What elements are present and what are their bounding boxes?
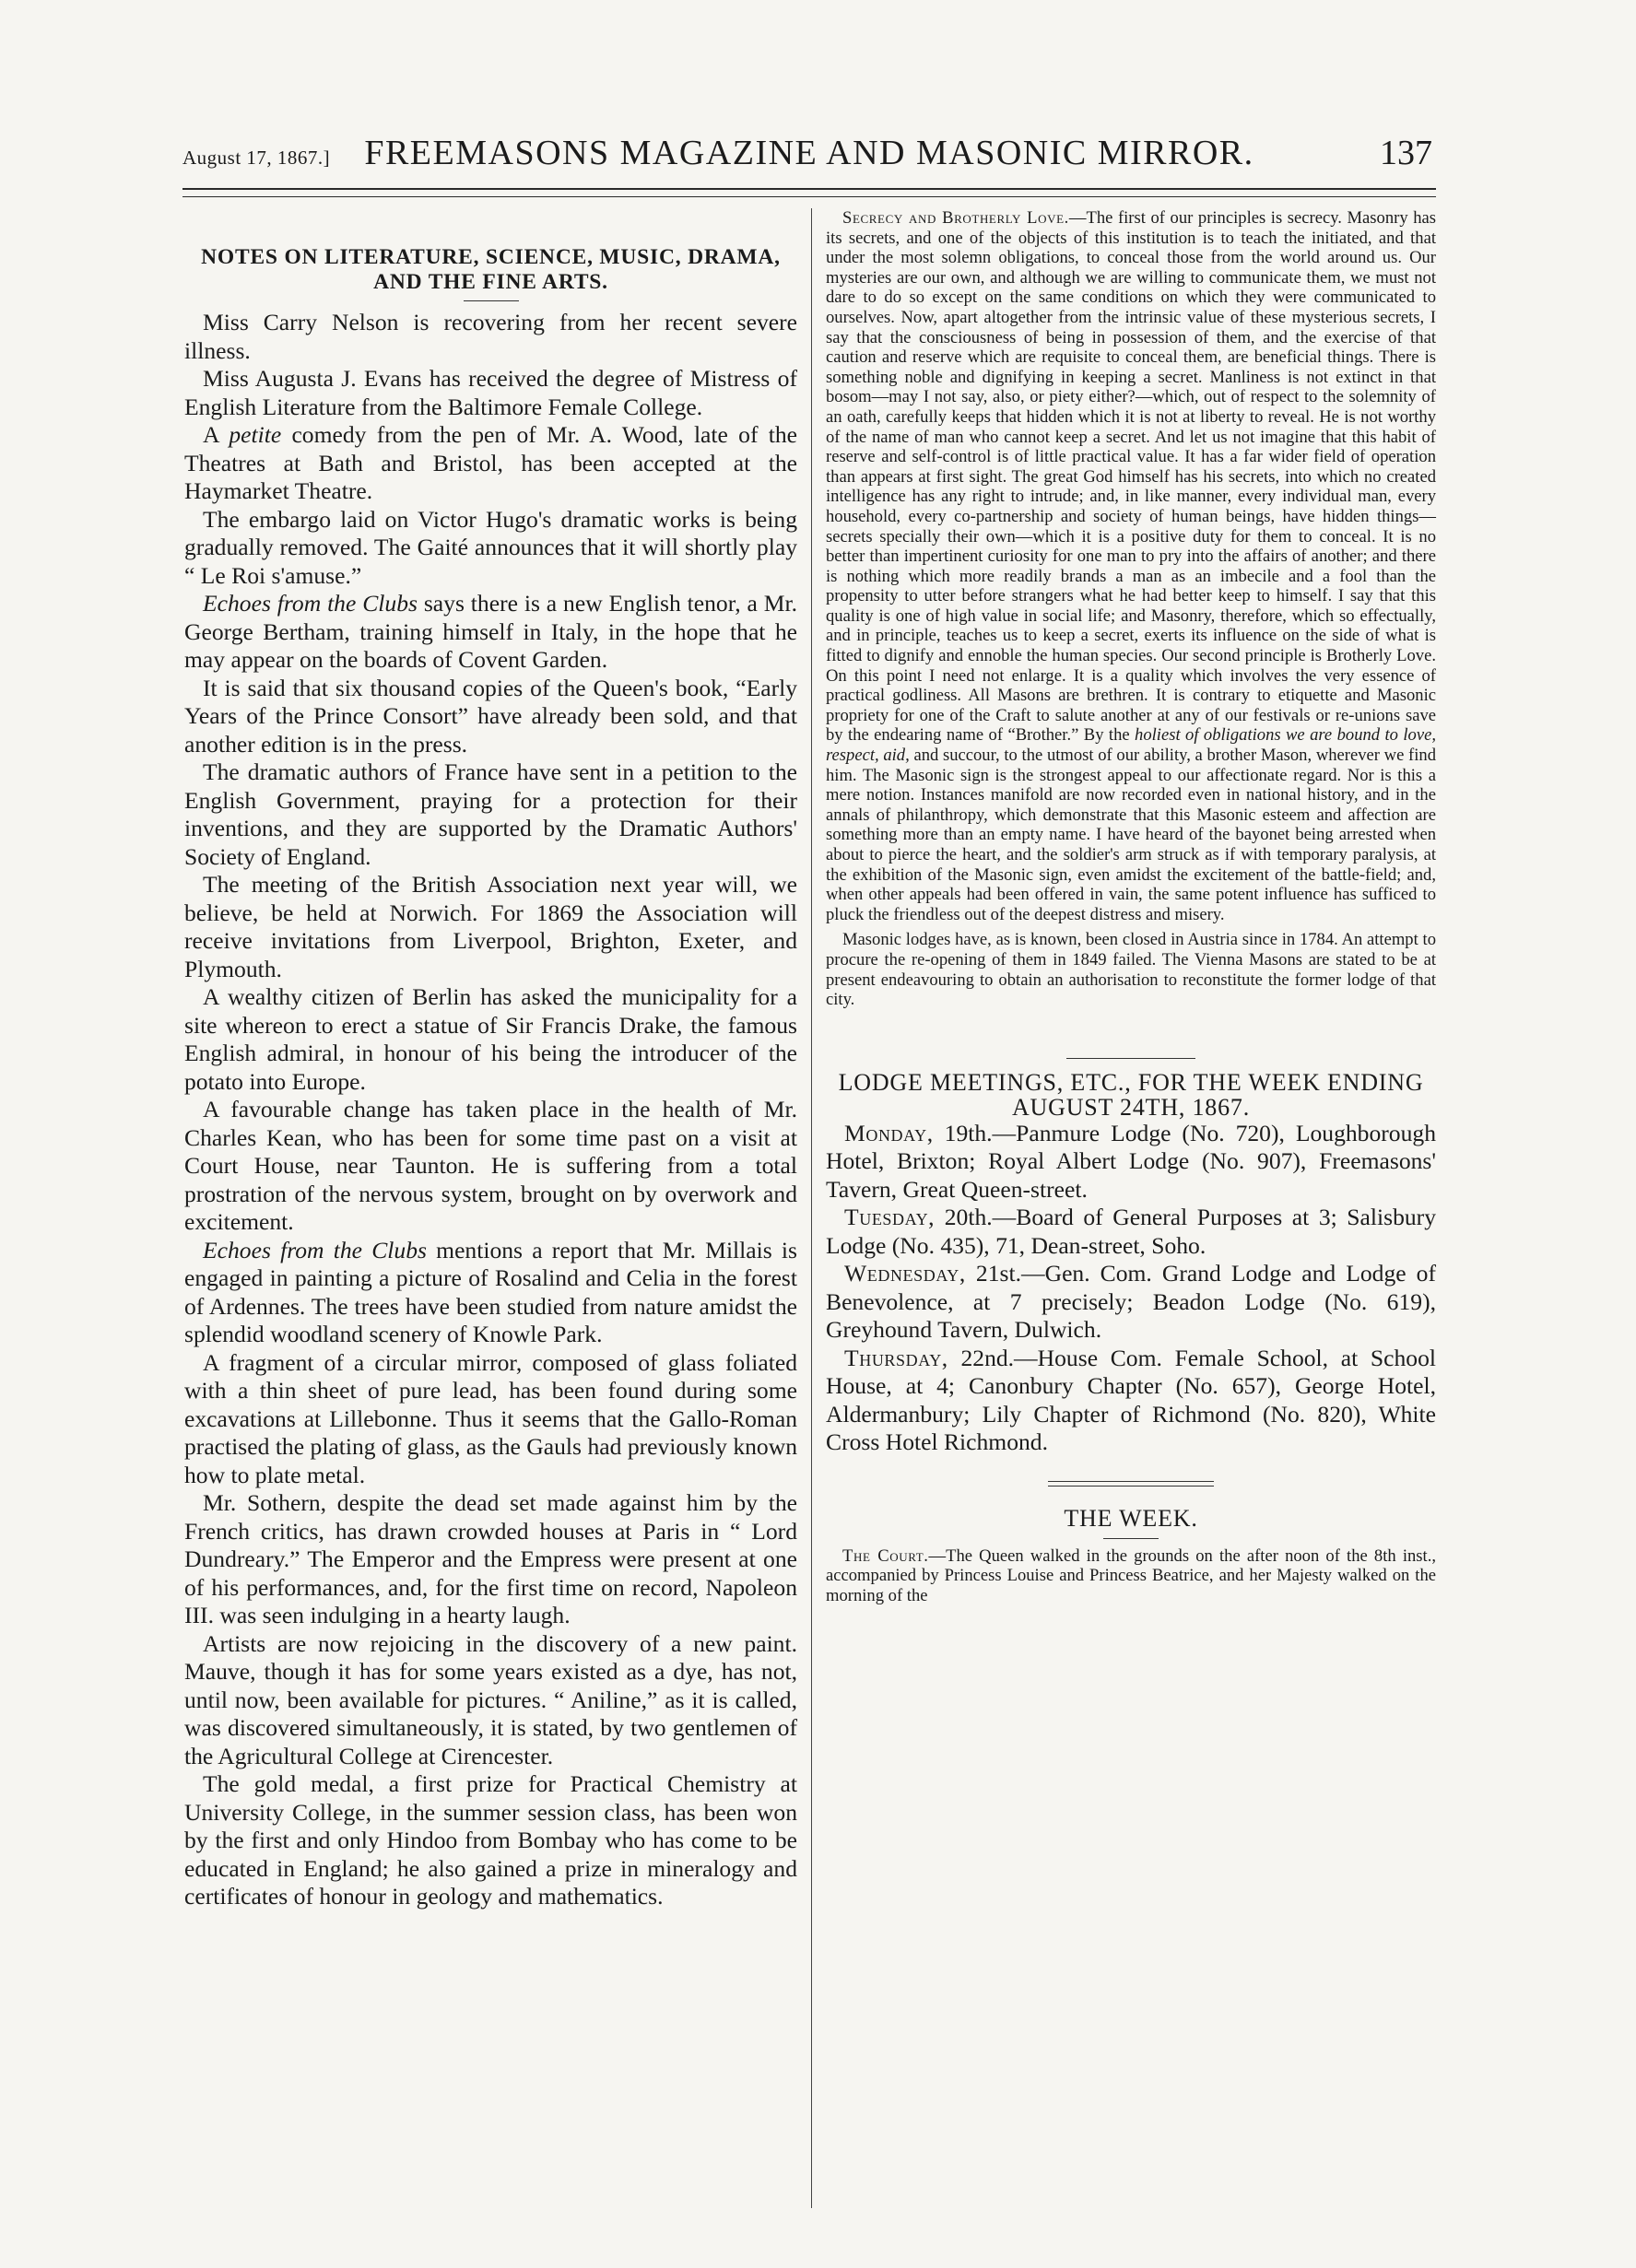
note-paragraph: Echoes from the Clubs mentions a report that Mr. Millais is engaged in painting a picture of Rosalind and Celia in the forest of Ardennes. The trees have been studied from nature amidst the splendid woodland scenery of Knowle Park. [184,1236,797,1347]
left-column [184,208,797,1911]
column-divider [811,208,812,2208]
note-paragraph: A fragment of a circular mirror, composed of glass foliated with a thin sheet of pure lead, has been found during some excavations at Lillebonne. Thus it seems that the Gallo-Roman practised the plating of glass, as the Gauls had previously known how to plate metal. [184,1348,797,1488]
double-rule [1048,1481,1214,1490]
lodge-entry-monday: Monday, 19th.—Panmure Lodge (No. 720), Loughborough Hotel, Brixton; Royal Albert Lodge (No. 907), Freemasons' Tavern, Great Queen-street. [826,1119,1436,1203]
note-paragraph: The embargo laid on Victor Hugo's dramatic works is being gradually removed. The Gaité announces that it will shortly play “ Le Roi s'amuse.” [184,505,797,589]
notes-section-title: NOTES ON LITERATURE, SCIENCE, MUSIC, DRAMA, AND THE FINE ARTS. [201,245,781,294]
header-rule-thick [182,188,1436,190]
court-paragraph: The Court.—The Queen walked in the grounds on the after noon of the 8th inst., accompanied by Princess Louise and Princess Beatrice, and her Majesty walked on the morning of the [826,1545,1436,1605]
lodge-entry-tuesday: Tuesday, 20th.—Board of General Purposes at 3; Salisbury Lodge (No. 435), 71, Dean-street, Soho. [826,1204,1436,1259]
note-paragraph: Echoes from the Clubs says there is a new English tenor, a Mr. George Bertham, training himself in Italy, in the hope that he may appear on the boards of Covent Garden. [184,590,797,673]
issue-date: August 17, 1867.] [182,147,331,169]
right-column [826,208,1436,1606]
the-week-article [826,1546,1436,1606]
the-week-title: THE WEEK. [1064,1504,1198,1532]
page-number: 137 [1380,134,1432,172]
magazine-title: FREEMASONS MAGAZINE AND MASONIC MIRROR. [364,134,1254,172]
note-paragraph: Miss Carry Nelson is recovering from her recent severe illness. [184,309,797,364]
note-paragraph: A favourable change has taken place in the health of Mr. Charles Kean, who has been for some time past on a visit at Court House, near Taunton. He is suffering from a total prostration of the nervous system, brought on by overwork and excitement. [184,1096,797,1235]
note-paragraph: The gold medal, a first prize for Practical Chemistry at University College, in the summer session class, has been won by the first and only Hindoo from Bombay who has come to be educated in England; he also gained a prize in mineralogy and certificates of honour in geology and mathematics. [184,1770,797,1910]
note-paragraph: A wealthy citizen of Berlin has asked the municipality for a site whereon to erect a statue of Sir Francis Drake, the famous English admiral, in honour of his being the introducer of the potato into Europe. [184,983,797,1095]
header-rule-thin [182,196,1436,197]
note-paragraph: Artists are now rejoicing in the discovery of a new paint. Mauve, though it has for some years existed as a dye, has not, until now, been available for pictures. “ Aniline,” as it is called, was discovered simultaneously, it is stated, by two gentlemen of the Agricultural College at Cirencester. [184,1629,797,1769]
note-paragraph: The dramatic authors of France have sent in a petition to the English Government, praying for a protection for their inventions, and they are supported by the Dramatic Authors' Society of England. [184,758,797,870]
note-paragraph: Mr. Sothern, despite the dead set made against him by the French critics, has drawn crowded houses at Paris in “ Lord Dundreary.” The Emperor and the Empress were present at one of his performances, and, for the first time on record, Napoleon III. was seen indulging in a hearty laugh. [184,1489,797,1628]
secrecy-paragraph: Secrecy and Brotherly Love.—The first of our principles is secrecy. Masonry has its secrets, and one of the objects of this institution is to teach the initiated, and that under the most solemn obligations, to conceal those from the world around us. Our mysteries are our own, and although we are willing to communicate them, we must not dare to do so except on the same conditions on which they were communicated to ourselves. Now, apart altogether from the intrinsic value of these mysterious secrets, I say that the consciousness of being in possession of them, and the exercise of that caution and reserve which are requisite to conceal them, are beneficial things. There is something noble and dignifying in keeping a secret. Manliness is not extinct in that bosom—may I not say, also, or piety either?—which, out of respect to the solemnity of an oath, carefully keeps that hidden which it is not at liberty to reveal. He is not worthy of the name of man who cannot keep a secret. And let us not imagine that this habit of reserve and self-control is of little practical value. It has a far wider field of operation than appears at first sight. The great God himself has his secrets, into which no created intelligence has any right to intrude; and, in like manner, every individual man, every household, every co-partnership and society of human beings, have hidden things—secrets specially their own—which it is a positive duty for them to conceal. It is no better than impertinent curiosity for one man to pry into the affairs of another; and there is nothing which more readily brands a man as an imbecile and a fool than the propensity to utter before strangers what he had better keep to himself. I say that this quality is one of high value in social life; and Masonry, therefore, which so effectually, and in principle, teaches us to keep a secret, exerts its influence on the side of what is fitted to dignify and ennoble the human species. Our second principle is Brotherly Love. On this point I need not enlarge. It is a quality which involves the very essence of practical godliness. All Masons are brethren. It is contrary to etiquette and Masonic propriety for one of the Craft to salute another at any of our festivals or re-unions save by the endearing name of “Brother.” By the holiest of obligations we are bound to love, respect, aid, and succour, to the utmost of our ability, a brother Mason, wherever we find him. The Masonic sign is the strongest appeal to our affectionate regard. Nor is this a mere notion. Instances manifold are now recorded even in national history, and in the annals of philanthropy, which demonstrate that this Masonic esteem and affection are something more than an empty name. I have heard of the bayonet being arrested when about to pierce the heart, and the soldier's arm struck as if with temporary paralysis, at the exhibition of the Masonic sign, even amidst the excitement of the battle-field; and, when other appeals had been offered in vain, the same potent influence has sufficed to pluck the friendless out of the deepest distress and misery. [826,208,1436,924]
lodge-meetings-title: LODGE MEETINGS, ETC., FOR THE WEEK ENDING AUGUST 24TH, 1867. [838,1068,1424,1121]
title-rule [1103,1538,1159,1539]
lodge-meetings [826,1070,1436,1457]
lodge-entry-thursday: Thursday, 22nd.—House Com. Female School, at School House, at 4; Canonbury Chapter (No. 657), George Hotel, Aldermanbury; Lily Chapter of Richmond (No. 820), White Cross Hotel Richmond. [826,1344,1436,1456]
secrecy-article [826,208,1436,1010]
note-paragraph: Miss Augusta J. Evans has received the degree of Mistress of English Literature from the Baltimore Female College. [184,365,797,420]
note-paragraph: A petite comedy from the pen of Mr. A. Wood, late of the Theatres at Bath and Bristol, has been accepted at the Haymarket Theatre. [184,421,797,504]
secrecy-lead: Secrecy and Brotherly Love. [842,208,1069,228]
austria-paragraph: Masonic lodges have, as is known, been closed in Austria since in 1784. An attempt to procure the re-opening of them in 1849 failed. The Vienna Masons are stated to be at present endeavouring to obtain an authorisation to reconstitute the former lodge of that city. [826,930,1436,1010]
running-header [182,111,1436,175]
lodge-entry-wednesday: Wednesday, 21st.—Gen. Com. Grand Lodge and Lodge of Benevolence, at 7 precisely; Beadon Lodge (No. 619), Greyhound Tavern, Dulwich. [826,1260,1436,1344]
note-paragraph: The meeting of the British Association next year will, we believe, be held at Norwich. For 1869 the Association will receive invitations from Liverpool, Brighton, Exeter, and Plymouth. [184,871,797,982]
title-rule [464,300,519,301]
note-paragraph: It is said that six thousand copies of the Queen's book, “Early Years of the Prince Consort” have already been sold, and that another edition is in the press. [184,674,797,758]
